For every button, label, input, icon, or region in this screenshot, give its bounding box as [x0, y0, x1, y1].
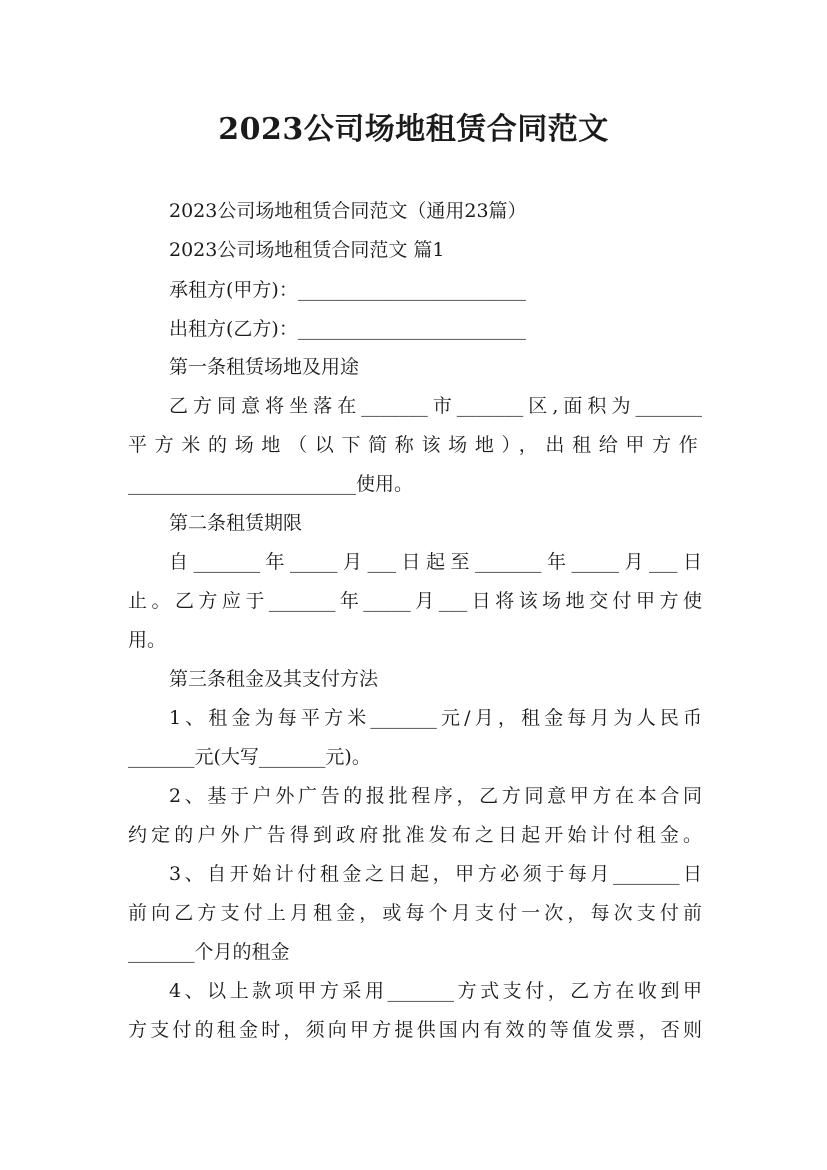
article-heading: 2023公司场地租赁合同范文 篇1 [169, 239, 445, 261]
paragraph-line: 用。 [128, 629, 167, 651]
section-heading-3: 第三条租金及其支付方法 [169, 668, 379, 690]
paragraph-line: 止。乙方应于_______年_____月___日将该场地交付甲方使 [128, 590, 702, 612]
paragraph-line: _______个月的租金 [128, 941, 290, 963]
paragraph-line: 平方米的场地（以下简称该场地），出租给甲方作 [128, 434, 702, 456]
paragraph-line: 方支付的租金时，须向甲方提供国内有效的等值发票，否则 [128, 1019, 702, 1041]
section-heading-2: 第二条租赁期限 [169, 512, 303, 534]
paragraph-line: 乙方同意将坐落在_______市_______区,面积为_______ [169, 395, 702, 417]
paragraph-line: 4、以上款项甲方采用_______方式支付，乙方在收到甲 [169, 980, 702, 1002]
document-title: 2023公司场地租赁合同范文 [218, 112, 609, 147]
lessor-field: 出租方(乙方)：________________________ [169, 318, 526, 340]
doc-subtitle: 2023公司场地租赁合同范文（通用23篇） [169, 200, 527, 222]
paragraph-line: ________________________使用。 [128, 473, 414, 495]
paragraph-line: 自_______年_____月___日起至_______年_____月___日 [169, 551, 702, 573]
lessee-field: 承租方(甲方)：________________________ [169, 279, 526, 301]
paragraph-line: 1、租金为每平方米_______元/月，租金每月为人民币 [169, 707, 702, 729]
section-heading-1: 第一条租赁场地及用途 [169, 356, 360, 378]
paragraph-line: _______元(大写_______元)。 [128, 746, 371, 768]
paragraph-line: 前向乙方支付上月租金，或每个月支付一次，每次支付前 [128, 902, 702, 924]
paragraph-line: 3、自开始计付租金之日起，甲方必须于每月_______日 [169, 863, 702, 885]
paragraph-line: 2、基于户外广告的报批程序，乙方同意甲方在本合同 [169, 785, 702, 807]
paragraph-line: 约定的户外广告得到政府批准发布之日起开始计付租金。 [128, 824, 702, 846]
